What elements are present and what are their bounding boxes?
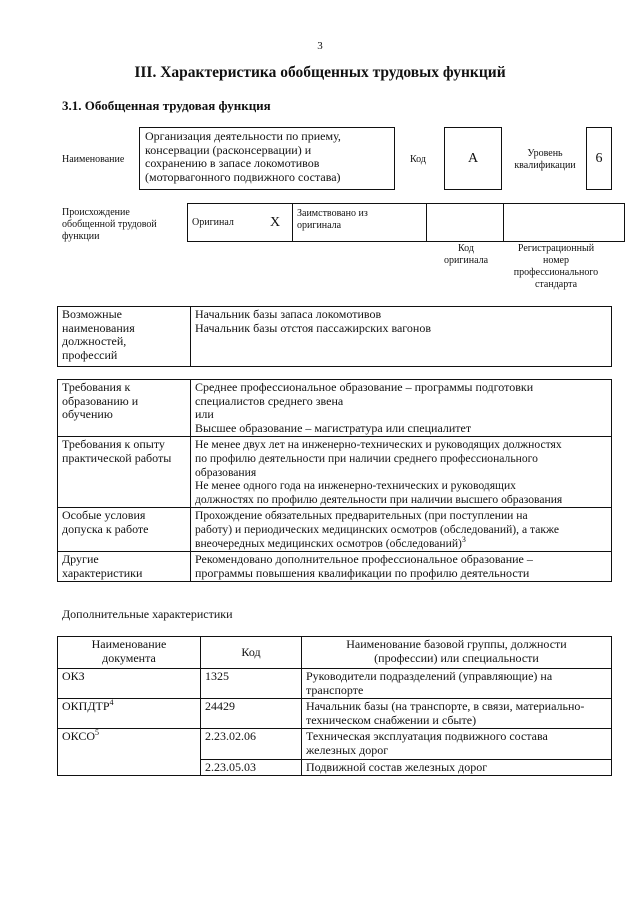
name-line: транспорте xyxy=(306,682,364,697)
table-row xyxy=(58,669,612,699)
requirement-label xyxy=(58,552,191,582)
requirement-value xyxy=(191,552,612,582)
requirement-value-line: программы повышения квалификации по профилю деятельности xyxy=(195,565,530,580)
original-label: Оригинал xyxy=(188,204,259,242)
positions-label-line: Возможные xyxy=(62,307,122,321)
code-cell: 2.23.05.03 xyxy=(201,759,302,776)
header-code: Код xyxy=(201,637,302,669)
footnote-ref: 5 xyxy=(95,728,100,738)
level-label-line: Уровень xyxy=(527,148,563,159)
function-name-line: консервации (расконсервации) и xyxy=(145,142,312,157)
positions-table xyxy=(57,306,612,367)
requirement-value-line: или xyxy=(195,407,214,422)
name-line: железных дорог xyxy=(306,742,389,757)
additional-table xyxy=(57,636,612,776)
header-group xyxy=(302,637,612,669)
doc-cell xyxy=(58,669,201,699)
code-caption-line: Код xyxy=(458,243,474,254)
code-label: Код xyxy=(410,154,426,165)
code-cell: 24429 xyxy=(201,699,302,729)
requirements-table xyxy=(57,379,612,582)
header-line: (профессии) или специальности xyxy=(374,650,539,665)
name-line: техническом снабжении и сбыте) xyxy=(306,712,477,727)
requirement-value-line: работу) и периодических медицинских осмотров (обследований), а также xyxy=(195,522,559,536)
requirement-value-line: должностях по профилю деятельности при наличии высшего образования xyxy=(195,492,563,506)
position-item: Начальник базы отстоя пассажирских вагонов xyxy=(195,320,431,335)
header-line: документа xyxy=(102,650,156,665)
name-line: Подвижной состав железных дорог xyxy=(306,759,488,774)
additional-title: Дополнительные характеристики xyxy=(62,607,233,621)
requirement-row xyxy=(58,380,612,437)
requirement-label-line: Особые условия xyxy=(62,508,146,523)
requirement-label-line: Требования к xyxy=(62,380,131,394)
name-cell xyxy=(302,729,612,759)
footnote-ref: 3 xyxy=(461,534,466,544)
requirement-value-line xyxy=(195,534,607,551)
name-line: Техническая эксплуатация подвижного состава xyxy=(306,729,548,744)
name-line: Начальник базы (на транспорте, в связи, материально- xyxy=(306,699,585,714)
borrowed-label xyxy=(293,204,427,242)
requirement-label xyxy=(58,380,191,437)
requirement-value-line: образования xyxy=(195,465,257,479)
requirement-value-line: Не менее одного года на инженерно-технических и руководящих xyxy=(195,479,516,493)
section-title: III. Характеристика обобщенных трудовых функций xyxy=(134,64,506,81)
requirement-value-line: Среднее профессиональное образование – программы подготовки xyxy=(195,380,534,394)
requirement-label-line: Требования к опыту xyxy=(62,437,165,452)
origin-label-line: Происхождение xyxy=(62,207,130,218)
requirement-label-line: Другие xyxy=(62,552,99,567)
requirement-value-line: Не менее двух лет на инженерно-технических и руководящих должностях xyxy=(195,438,562,452)
positions-label-line: должностей, xyxy=(62,334,127,349)
origin-label-line: обобщенной трудовой xyxy=(62,219,157,230)
function-name-line: сохранению в запасе локомотивов xyxy=(145,156,320,170)
original-mark: X xyxy=(258,204,293,242)
requirement-value xyxy=(191,437,612,508)
name-cell xyxy=(302,699,612,729)
requirement-value-line: Высшее образование – магистратура или специалитет xyxy=(195,420,472,435)
function-name-box xyxy=(139,127,395,190)
code-cell: 1325 xyxy=(201,669,302,699)
positions-label-line: наименования xyxy=(62,320,135,335)
requirement-value-line: Рекомендовано дополнительное профессиональное образование – xyxy=(195,552,533,567)
requirement-value xyxy=(191,508,612,552)
requirement-row xyxy=(58,552,612,582)
doc-name: ОКСО xyxy=(62,729,96,744)
requirement-value-line: по профилю деятельности при наличии среднего профессионального xyxy=(195,451,538,465)
header-line: Наименование базовой группы, должности xyxy=(346,637,567,651)
position-item: Начальник базы запаса локомотивов xyxy=(195,307,382,321)
name-line: Руководители подразделений (управляющие) на xyxy=(306,669,553,683)
origin-label xyxy=(62,207,157,243)
name-cell xyxy=(302,759,612,776)
name-label: Наименование xyxy=(62,154,125,165)
requirement-label-line: практической работы xyxy=(62,450,172,465)
requirement-label-line: характеристики xyxy=(62,565,143,580)
requirement-label-line: допуска к работе xyxy=(62,521,149,536)
level-value: 6 xyxy=(586,127,612,190)
code-cell: 2.23.02.06 xyxy=(201,729,302,759)
page-number: 3 xyxy=(317,40,323,52)
positions-label-line: профессий xyxy=(62,347,118,362)
borrowed-label-line: оригинала xyxy=(297,220,342,231)
requirement-label xyxy=(58,508,191,552)
borrowed-label-line: Заимствовано из xyxy=(297,208,368,219)
header-doc xyxy=(58,637,201,669)
header-line: Наименование xyxy=(91,637,167,651)
reg-caption xyxy=(500,243,612,291)
requirement-value xyxy=(191,380,612,437)
requirement-label-line: обучению xyxy=(62,407,113,422)
code-caption xyxy=(432,243,500,267)
requirement-label-line: образованию и xyxy=(62,393,139,408)
reg-caption-line: номер xyxy=(543,255,569,266)
subsection-title: 3.1. Обобщенная трудовая функция xyxy=(62,98,271,113)
table-header-row xyxy=(58,637,612,669)
requirement-value-text: внеочередных медицинских осмотров (обследований) xyxy=(195,536,462,550)
requirement-label xyxy=(58,437,191,508)
level-label-line: квалификации xyxy=(514,160,576,171)
requirement-row xyxy=(58,437,612,508)
code-caption-line: оригинала xyxy=(443,255,489,266)
reg-number-cell xyxy=(504,204,625,242)
doc-cell xyxy=(58,699,201,729)
requirement-value-line: Прохождение обязательных предварительных (при поступлении на xyxy=(195,509,528,523)
table-row xyxy=(58,699,612,729)
origin-label-line: функции xyxy=(62,231,100,242)
doc-name: ОКПДТР xyxy=(62,699,110,714)
origin-table xyxy=(187,203,625,242)
function-name-line: (моторвагонного подвижного состава) xyxy=(145,169,341,184)
requirement-row xyxy=(58,508,612,552)
doc-cell xyxy=(58,729,201,776)
code-value: A xyxy=(444,127,502,190)
level-label xyxy=(500,148,590,172)
name-cell xyxy=(302,669,612,699)
table-row xyxy=(58,729,612,759)
footnote-ref: 4 xyxy=(109,698,114,708)
doc-name: ОКЗ xyxy=(62,669,85,683)
reg-caption-line: Регистрационный xyxy=(517,243,595,254)
positions-label xyxy=(58,307,191,367)
reg-caption-line: стандарта xyxy=(534,279,578,290)
reg-caption-line: профессионального xyxy=(513,267,599,278)
requirement-value-line: специалистов среднего звена xyxy=(195,393,344,408)
function-name-line: Организация деятельности по приему, xyxy=(145,129,341,143)
positions-value xyxy=(191,307,612,367)
original-code-cell xyxy=(427,204,504,242)
